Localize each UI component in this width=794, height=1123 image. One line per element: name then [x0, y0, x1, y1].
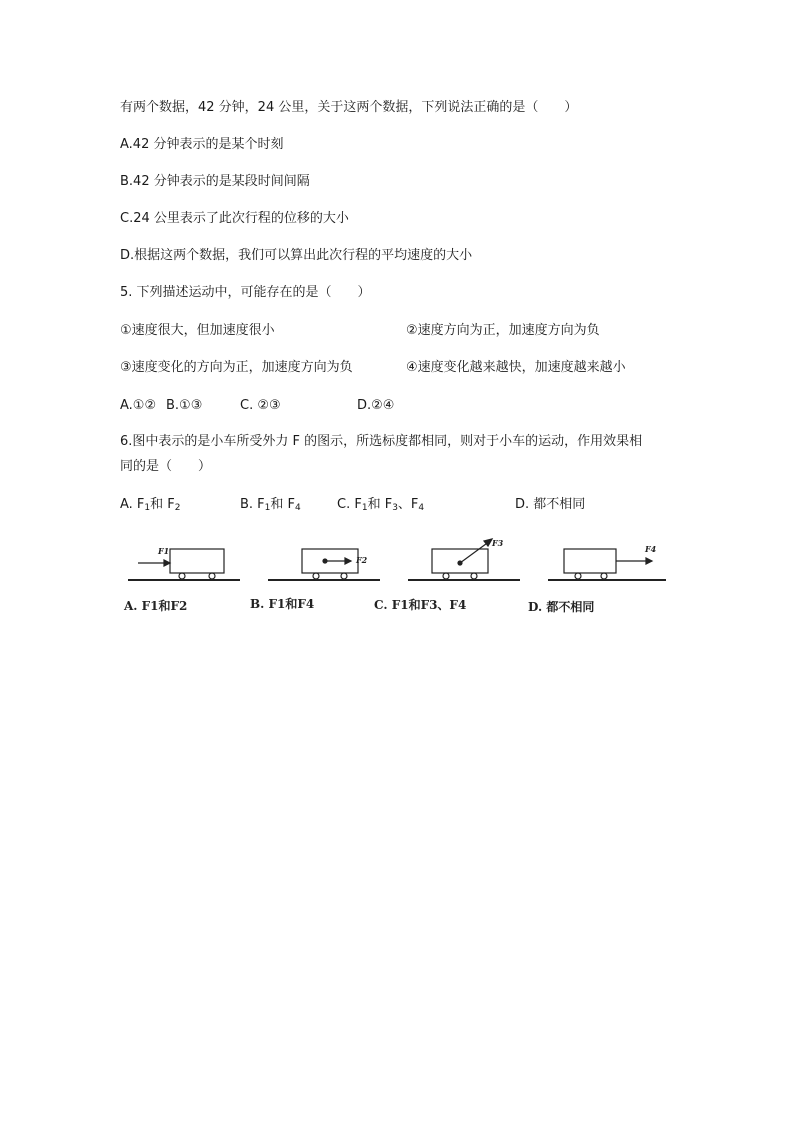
arrowhead-f4 [646, 558, 652, 564]
label-f1: F1 [158, 546, 170, 556]
q5-option-b: B.①③ [166, 398, 203, 413]
q5-option-c: C. ②③ [240, 398, 281, 413]
q6-option-d-text: D. 都不相同 [515, 497, 586, 512]
force-arrow-f3 [460, 541, 490, 563]
q4-option-d: D.根据这两个数据，我们可以算出此次行程的平均速度的大小 [120, 248, 473, 263]
q6-option-a [120, 496, 181, 517]
q4-stem: 有两个数据，42 分钟，24 公里，关于这两个数据，下列说法正确的是（ ） [120, 100, 578, 115]
label-f2: F2 [356, 555, 368, 565]
q6-option-b-mid: 和 F [270, 497, 296, 512]
q6-stem-line2: 同的是（ ） [120, 459, 212, 474]
arrowhead-f1 [164, 560, 170, 566]
cart-a [128, 549, 240, 580]
caption-b: B. F1和F4 [250, 597, 315, 611]
q6-option-c-mid2: 、F [397, 497, 419, 512]
q6-option-a-sub1: 1 [144, 503, 151, 513]
q6-option-a-text: A. F [120, 497, 145, 512]
q6-option-c [337, 496, 424, 517]
q6-option-a-mid: 和 F [150, 497, 175, 512]
q6-option-c-sub2: 3 [392, 503, 398, 513]
q6-option-c-sub1: 1 [361, 503, 368, 513]
q6-option-b-sub1: 1 [264, 503, 271, 513]
caption-c: C. F1和F3、F4 [374, 598, 467, 612]
q6-option-c-sub3: 4 [418, 503, 425, 513]
q6-option-b-sub2: 4 [295, 503, 301, 513]
q6-stem-line1: 6.图中表示的是小车所受外力 F 的图示，所选标度都相同，则对于小车的运动，作用效果相 [120, 434, 643, 449]
q6-option-c-text: C. F [337, 497, 362, 512]
q5-option-d: D.②④ [357, 398, 395, 413]
caption-a: A. F1和F2 [124, 599, 188, 613]
q6-option-b [240, 496, 301, 517]
q5-item-4: ④速度变化越来越快，加速度越来越小 [406, 360, 626, 375]
q5-item-1: ①速度很大，但加速度很小 [120, 323, 275, 338]
q5-item-2: ②速度方向为正，加速度方向为负 [406, 323, 600, 338]
arrowhead-f2 [345, 558, 351, 564]
q6-option-d [515, 496, 585, 514]
q4-option-b: B.42 分钟表示的是某段时间间隔 [120, 174, 310, 189]
q5-stem: 5. 下列描述运动中，可能存在的是（ ） [120, 285, 371, 300]
cart-force-figure [118, 530, 678, 620]
q6-option-b-text: B. F [240, 497, 265, 512]
q5-option-a: A.①② [120, 398, 157, 413]
label-f4: F4 [645, 544, 657, 554]
q5-item-3: ③速度变化的方向为正，加速度方向为负 [120, 360, 353, 375]
q6-option-a-sub2: 2 [174, 503, 181, 513]
q6-option-c-mid: 和 F [367, 497, 393, 512]
q4-option-a: A.42 分钟表示的是某个时刻 [120, 137, 284, 152]
caption-d: D. 都不相同 [528, 600, 595, 614]
label-f3: F3 [492, 538, 504, 548]
q4-option-c: C.24 公里表示了此次行程的位移的大小 [120, 211, 349, 226]
